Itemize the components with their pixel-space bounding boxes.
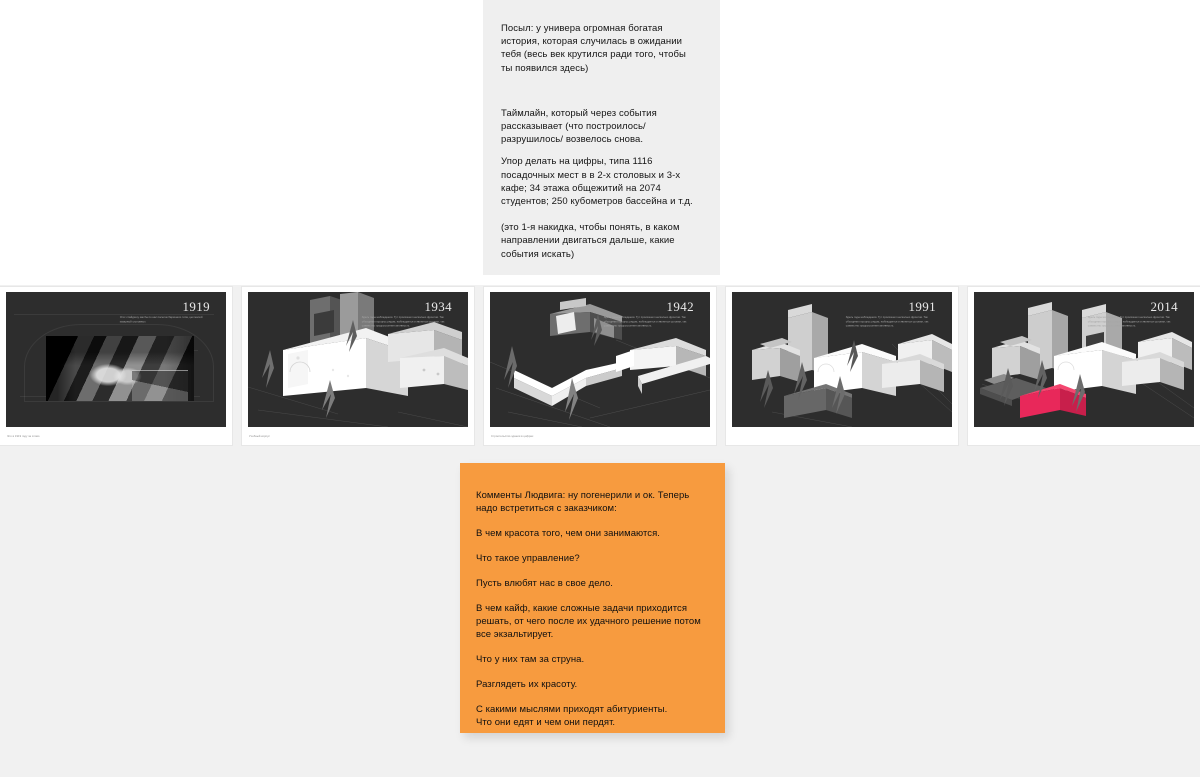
brief-note-card[interactable]: [483, 0, 720, 275]
slide-strip: [0, 287, 1200, 445]
comment-paragraph-7: Разглядеть их красоту.: [476, 679, 578, 690]
comment-paragraph-4: Пусть влюбят нас в свое дело.: [476, 578, 613, 589]
slide-year-label: 1942: [666, 299, 694, 314]
slide-year-label: 1991: [908, 299, 936, 314]
slide-footer-caption: Строительство здания в цифрах: [491, 434, 534, 438]
slide-blurb-text: Здесь годы наблюдении. Тут произошел несколько фронтов. Так объединил процесс рядом, наблюдается и является условии, так совместно градостроения активность.: [1087, 316, 1171, 328]
slide-footer-caption: Учебный корпус: [249, 434, 270, 438]
comment-paragraph-2: В чем красота того, чем они занимаются.: [476, 528, 660, 539]
comment-paragraph-1: Комменты Людвига: ну погенерили и ок. Теперь надо встретиться с заказчиком:: [476, 490, 690, 514]
slide-1934[interactable]: [242, 287, 474, 445]
brief-paragraph-4: (это 1-я накидка, чтобы понять, в каком направлении двигаться дальше, какие события искать): [501, 222, 680, 260]
comment-paragraph-3: Что такое управление?: [476, 553, 580, 564]
comment-paragraph-5: В чем кайф, какие сложные задачи приходится решать, от чего после их удачного решение потом все экзальтирует.: [476, 603, 701, 640]
comment-note-card[interactable]: [460, 463, 725, 733]
comment-paragraph-8: С какими мыслями приходят абитуриенты.: [476, 704, 668, 715]
slide-year-label: 1919: [182, 299, 210, 314]
slide-board: [248, 292, 468, 427]
slide-blurb-text: Здесь годы наблюдении. Тут произошел несколько фронтов. Так объединил процесс рядом, наблюдается и является условии, так совместно градостроения активность.: [361, 316, 445, 328]
archive-photo: [46, 336, 194, 401]
slide-board: [490, 292, 710, 427]
brief-paragraph-1: Посыл: у универа огромная богатая история, которая случилась в ожидании тебя (весь век крутился ради того, чтобы ты появился здесь): [501, 23, 686, 74]
slide-board: [6, 292, 226, 427]
slide-1919[interactable]: [0, 287, 232, 445]
slide-board: [974, 292, 1194, 427]
slide-blurb-text: Здесь годы наблюдении. Тут произошел несколько фронтов. Так объединил процесс рядом, наблюдается и является условии, так совместно градостроения активность.: [603, 316, 687, 328]
comment-paragraph-6: Что у них там за струна.: [476, 654, 585, 665]
brief-paragraph-3: Упор делать на цифры, типа 1116 посадочных мест в в 2-х столовых и 3-х кафе; 34 этажа общежитий на 2074 студентов; 250 кубометров бассейна и т.д.: [501, 156, 693, 208]
slide-1942[interactable]: [484, 287, 716, 445]
slide-1991[interactable]: [726, 287, 958, 445]
slide-year-label: 1934: [424, 299, 452, 314]
slide-year-label: 2014: [1150, 299, 1178, 314]
slide-2014[interactable]: [968, 287, 1200, 445]
slide-blurb-text: Здесь годы наблюдении. Тут произошел несколько фронтов. Так объединил процесс рядом, наблюдается и является условии, так совместно градостроения активность.: [845, 316, 929, 328]
slide-footer-caption: Это в 1919 году за слово: [7, 434, 40, 438]
brief-paragraph-2: Таймлайн, который через события рассказывает (что построилось/разрушилось/ возвелось снова.: [501, 107, 657, 146]
slide-board: [732, 292, 952, 427]
slide-blurb-text: Этот слайдшоу как бы по нас поселок барачного типа, цех малой казарный уголовных: [119, 316, 203, 324]
comment-paragraph-9: Что они едят и чем они пердят.: [476, 717, 616, 728]
